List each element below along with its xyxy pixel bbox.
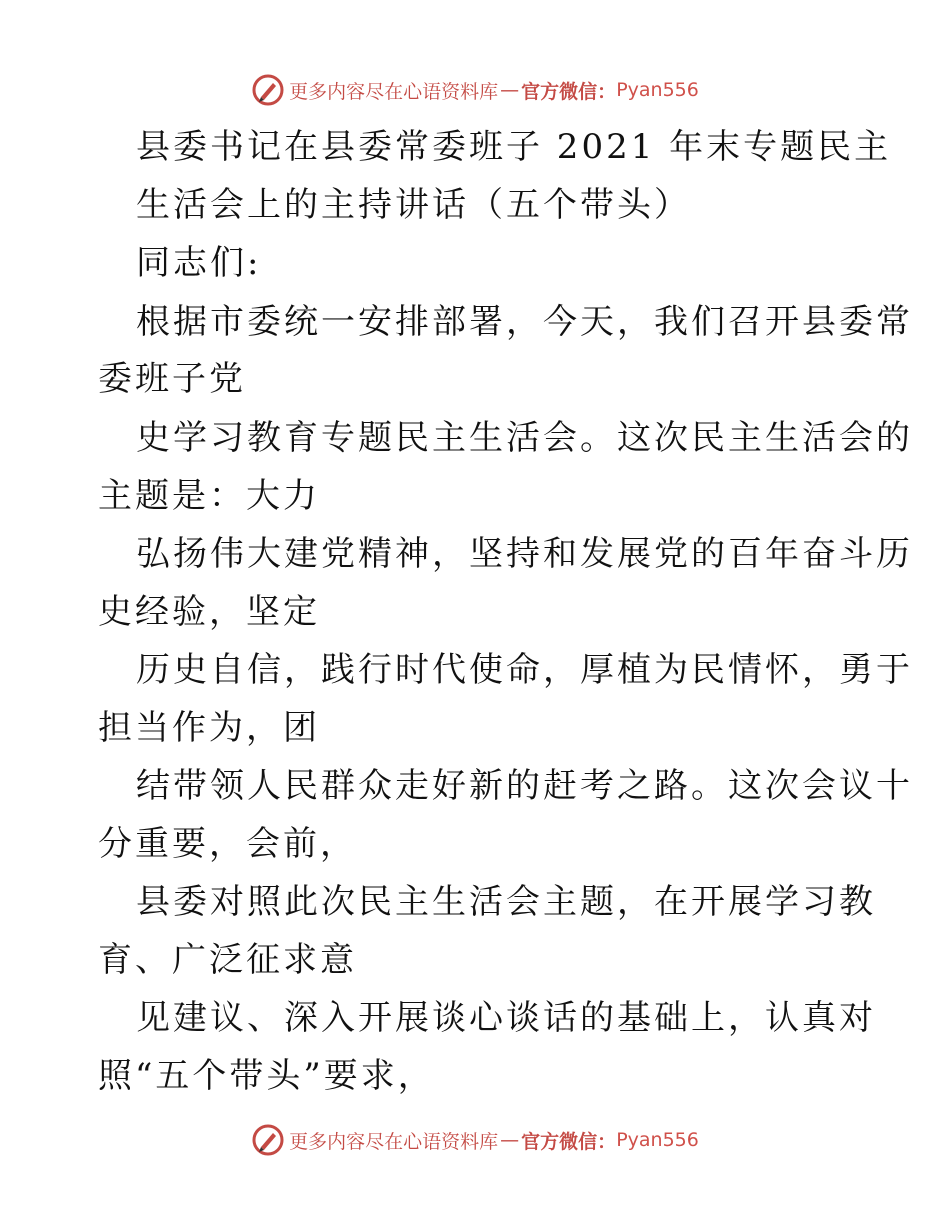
watermark-label: 官方微信： <box>521 1130 617 1153</box>
paragraph-line: 育、广泛征求意 <box>98 940 357 980</box>
paragraph-line: 分重要，会前， <box>98 824 357 864</box>
watermark-footer <box>0 1120 950 1160</box>
paragraph-line: 照“五个带头”要求， <box>98 1056 435 1096</box>
paragraph-line: 见建议、深入开展谈心谈话的基础上，认真对 <box>136 998 876 1038</box>
watermark-dash: — <box>500 1129 520 1151</box>
pen-circle-logo-icon <box>251 1123 285 1157</box>
paragraph-line: 史学习教育专题民主生活会。这次民主生活会的 <box>136 418 913 458</box>
watermark-wechat-id: Pyan556 <box>616 79 699 101</box>
paragraph-line: 委班子党 <box>98 359 246 399</box>
document-title-line-2: 生活会上的主持讲话（五个带头） <box>136 185 691 225</box>
watermark-header <box>0 70 950 110</box>
paragraph-line: 主题是：大力 <box>98 476 320 516</box>
watermark-wechat-id: Pyan556 <box>616 1129 699 1151</box>
document-title-line-1: 县委书记在县委常委班子 2021 年末专题民主 <box>136 127 892 167</box>
watermark-dash: — <box>500 79 520 101</box>
paragraph-line: 结带领人民群众走好新的赶考之路。这次会议十 <box>136 766 913 806</box>
paragraph-line: 根据市委统一安排部署，今天，我们召开县委常 <box>136 302 913 342</box>
watermark-label: 官方微信： <box>521 80 617 103</box>
salutation: 同志们: <box>136 243 262 283</box>
pen-circle-logo-icon <box>251 73 285 107</box>
paragraph-line: 历史自信，践行时代使命，厚植为民情怀，勇于 <box>136 650 913 690</box>
paragraph-line: 史经验，坚定 <box>98 592 320 632</box>
watermark-prefix: 更多内容尽在心语资料库 <box>289 1130 499 1153</box>
paragraph-line: 县委对照此次民主生活会主题，在开展学习教 <box>136 882 876 922</box>
paragraph-line: 担当作为，团 <box>98 708 320 748</box>
watermark-prefix: 更多内容尽在心语资料库 <box>289 80 499 103</box>
paragraph-line: 弘扬伟大建党精神，坚持和发展党的百年奋斗历 <box>136 534 913 574</box>
